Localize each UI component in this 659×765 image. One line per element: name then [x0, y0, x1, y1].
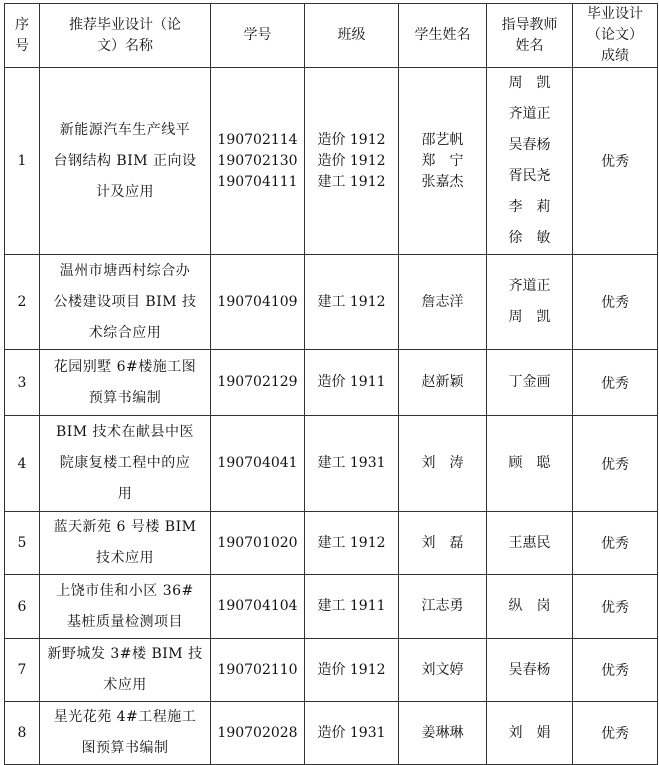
cell-student-id-line: 190701020 [217, 534, 298, 551]
cell-seq: 3 [5, 350, 40, 416]
cell-title-line: 预算书编制 [88, 389, 162, 406]
header-class: 班级 [305, 4, 399, 68]
cell-advisor-line: 吴春杨 [508, 137, 551, 153]
cell-title-line: 公楼建设项目 BIM 技 [53, 293, 197, 310]
cell-title [40, 575, 211, 639]
cell-class-line: 造价 1912 [317, 152, 386, 169]
cell-title-line: 上饶市佳和小区 36# [56, 582, 194, 599]
cell-advisor [487, 255, 573, 350]
cell-student-name [399, 639, 487, 702]
cell-advisor [487, 350, 573, 416]
cell-title-line: 术综合应用 [88, 324, 162, 341]
cell-student-name [399, 575, 487, 639]
cell-advisor-line: 纵 岗 [508, 598, 551, 614]
header-seq: 序 号 [5, 4, 40, 68]
cell-advisor [487, 416, 573, 512]
cell-grade: 优秀 [573, 350, 658, 416]
cell-class [305, 68, 399, 255]
cell-student-id-line: 190702130 [217, 152, 298, 169]
cell-grade: 优秀 [573, 702, 658, 765]
cell-student-id [211, 350, 305, 416]
cell-class [305, 702, 399, 765]
cell-student-id [211, 702, 305, 765]
cell-seq: 8 [5, 702, 40, 765]
cell-class-line: 造价 1912 [317, 661, 386, 678]
cell-advisor [487, 68, 573, 255]
cell-title-line: 蓝天新苑 6 号楼 BIM [53, 519, 197, 535]
cell-student-name [399, 350, 487, 416]
cell-student-name [399, 68, 487, 255]
cell-advisor-line: 齐道正 [508, 106, 551, 122]
cell-student-name [399, 512, 487, 575]
cell-title-line: 基桩质量检测项目 [67, 613, 183, 630]
table-row [5, 350, 658, 416]
cell-title-line: 计及应用 [96, 183, 154, 200]
cell-student-id-line: 190704041 [217, 455, 298, 471]
cell-title [40, 350, 211, 416]
cell-class [305, 416, 399, 512]
cell-title-line: 图预算书编制 [81, 740, 169, 756]
cell-student-id-line: 190704111 [217, 173, 298, 190]
cell-grade: 优秀 [573, 255, 658, 350]
cell-advisor-line: 顾 聪 [508, 455, 551, 471]
cell-title-line: 用 [117, 486, 133, 502]
cell-advisor-line: 齐道正 [508, 278, 551, 294]
cell-grade: 优秀 [573, 575, 658, 639]
cell-advisor-line: 吴春杨 [508, 661, 551, 678]
cell-advisor-line: 周 凯 [508, 75, 551, 91]
cell-student-id-line: 190702028 [217, 724, 298, 741]
cell-seq: 6 [5, 575, 40, 639]
cell-advisor [487, 639, 573, 702]
cell-student-id-line: 190704109 [217, 293, 298, 310]
cell-class-line: 建工 1912 [317, 173, 386, 190]
table-row [5, 255, 658, 350]
cell-title-line: 新野城发 3#楼 BIM 技 [47, 646, 203, 662]
cell-student-name-line: 江志勇 [421, 598, 464, 614]
cell-title-line: 温州市塘西村综合办 [59, 262, 191, 279]
cell-student-id [211, 575, 305, 639]
cell-student-name [399, 702, 487, 765]
cell-seq: 7 [5, 639, 40, 702]
cell-advisor-line: 刘 娟 [508, 724, 551, 741]
cell-student-name-line: 邵艺帆 [421, 131, 464, 148]
cell-advisor [487, 575, 573, 639]
cell-student-id [211, 68, 305, 255]
cell-class [305, 350, 399, 416]
cell-seq: 4 [5, 416, 40, 512]
table-row [5, 512, 658, 575]
cell-title [40, 512, 211, 575]
cell-class-line: 造价 1911 [317, 374, 386, 390]
cell-title [40, 702, 211, 765]
cell-student-id-line: 190704104 [217, 598, 298, 614]
table-body [5, 68, 658, 765]
cell-student-name-line: 赵新颖 [421, 374, 464, 390]
cell-student-name [399, 255, 487, 350]
cell-advisor-line: 周 凯 [508, 309, 551, 325]
cell-grade: 优秀 [573, 416, 658, 512]
header-row [5, 4, 658, 68]
cell-advisor-line: 李 莉 [508, 199, 551, 215]
cell-title [40, 68, 211, 255]
cell-class [305, 512, 399, 575]
cell-grade: 优秀 [573, 639, 658, 702]
cell-class [305, 255, 399, 350]
cell-student-id [211, 416, 305, 512]
header-grade: 毕业设计 （论文） 成绩 [573, 4, 658, 68]
cell-advisor-line: 王惠民 [508, 534, 551, 551]
cell-title [40, 639, 211, 702]
thesis-recommendation-table [4, 3, 658, 765]
header-student-name: 学生姓名 [399, 4, 487, 68]
table-row [5, 575, 658, 639]
cell-title-line: 新能源汽车生产线平 [59, 121, 191, 138]
cell-title-line: 技术应用 [96, 550, 154, 566]
cell-title-line: 院康复楼工程中的应 [59, 455, 191, 471]
cell-title [40, 416, 211, 512]
cell-advisor [487, 702, 573, 765]
cell-title-line: 术应用 [103, 677, 147, 693]
cell-student-id [211, 512, 305, 575]
table-row [5, 416, 658, 512]
cell-grade: 优秀 [573, 68, 658, 255]
cell-student-id [211, 255, 305, 350]
cell-advisor-line: 丁金画 [508, 374, 551, 390]
cell-advisor [487, 512, 573, 575]
cell-student-id-line: 190702114 [217, 131, 298, 148]
table-row [5, 639, 658, 702]
header-title: 推荐毕业设计（论 文）名称 [40, 4, 211, 68]
table-row [5, 68, 658, 255]
cell-student-name-line: 詹志洋 [421, 293, 464, 310]
cell-title [40, 255, 211, 350]
cell-seq: 2 [5, 255, 40, 350]
cell-student-name-line: 郑 宁 [421, 152, 464, 169]
cell-advisor-line: 徐 敏 [508, 230, 551, 246]
cell-class [305, 575, 399, 639]
cell-grade: 优秀 [573, 512, 658, 575]
cell-advisor-line: 胥民尧 [508, 168, 551, 184]
header-advisor: 指导教师 姓名 [487, 4, 573, 68]
cell-seq: 1 [5, 68, 40, 255]
cell-class-line: 建工 1912 [317, 293, 386, 310]
cell-student-name-line: 刘文婷 [421, 661, 464, 678]
cell-class [305, 639, 399, 702]
cell-title-line: 花园别墅 6#楼施工图 [53, 358, 197, 375]
cell-title-line: 星光花苑 4#工程施工 [53, 709, 197, 725]
cell-class-line: 造价 1912 [317, 131, 386, 148]
cell-class-line: 建工 1912 [317, 534, 386, 551]
cell-student-id-line: 190702110 [217, 661, 298, 678]
cell-student-name-line: 刘 磊 [421, 534, 464, 551]
table-row [5, 702, 658, 765]
cell-student-name [399, 416, 487, 512]
cell-class-line: 造价 1931 [317, 724, 386, 741]
cell-student-id [211, 639, 305, 702]
cell-student-name-line: 张嘉杰 [421, 173, 464, 190]
header-student-id: 学号 [211, 4, 305, 68]
cell-title-line: BIM 技术在献县中医 [55, 424, 195, 440]
cell-student-name-line: 姜琳琳 [421, 724, 464, 741]
cell-student-name-line: 刘 涛 [421, 455, 464, 471]
cell-seq: 5 [5, 512, 40, 575]
cell-class-line: 建工 1931 [317, 455, 386, 471]
cell-class-line: 建工 1911 [317, 598, 386, 614]
cell-title-line: 台钢结构 BIM 正向设 [53, 152, 197, 169]
cell-student-id-line: 190702129 [217, 374, 298, 390]
